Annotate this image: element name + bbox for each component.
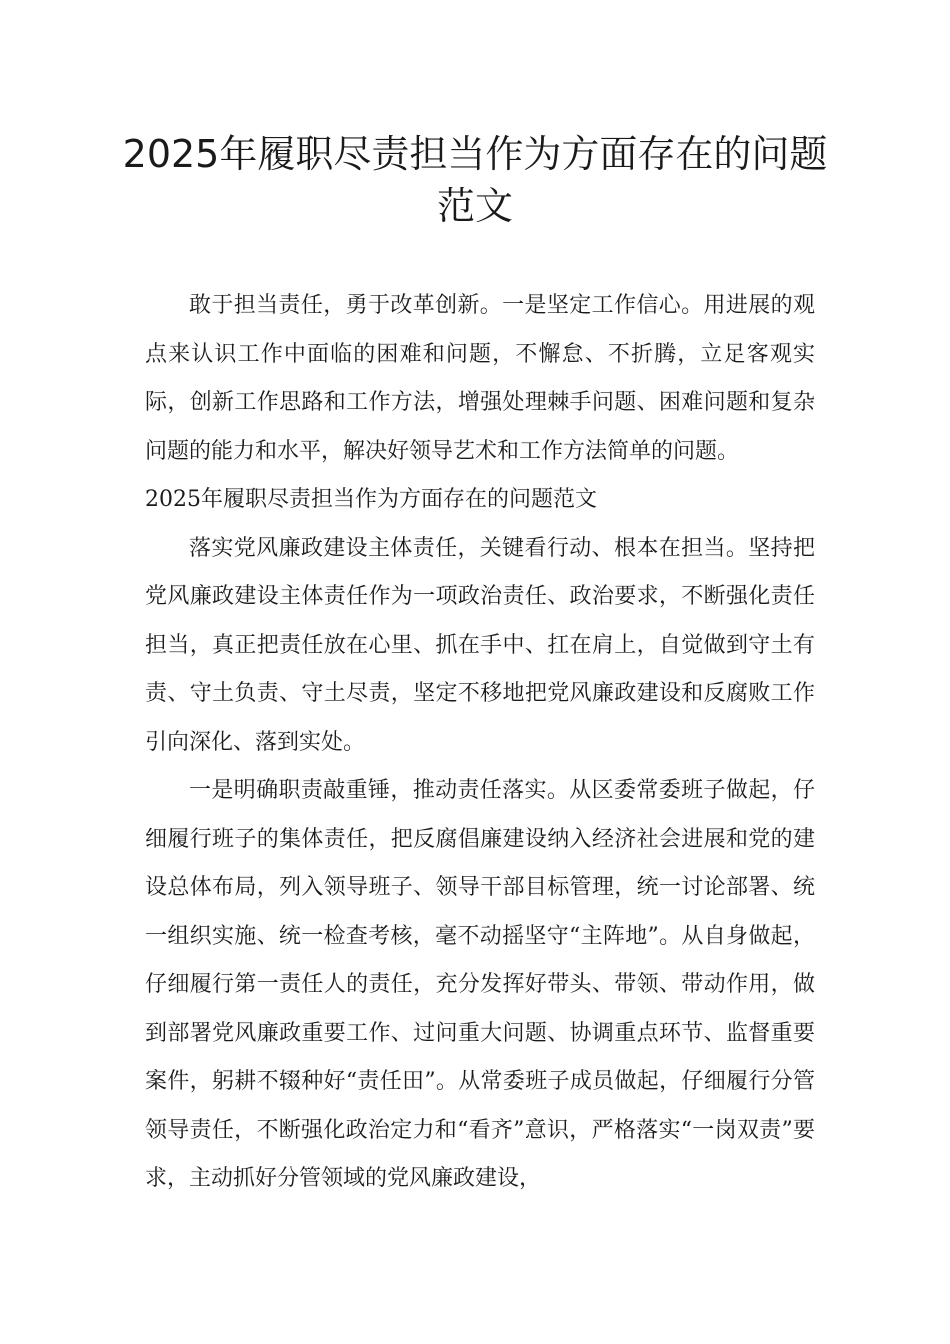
paragraph-3: 落实党风廉政建设主体责任，关键看行动、根本在担当。坚持把党风廉政建设主体责任作为一项政治责任、政治要求，不断强化责任担当，真正把责任放在心里、抓在手中、扛在肩上，自觉做到守土有责、守土负责、守土尽责，坚定不移地把党风廉政建设和反腐败工作引向深化、落到实处。: [145, 535, 815, 755]
paragraph-1: 敢于担当责任，勇于改革创新。一是坚定工作信心。用进展的观点来认识工作中面临的困难和问题，不懈怠、不折腾，立足客观实际，创新工作思路和工作方法，增强处理棘手问题、困难问题和复杂问题的能力和水平，解决好领导艺术和工作方法简单的问题。: [145, 293, 815, 464]
paragraph-4: 一是明确职责敲重锤，推动责任落实。从区委常委班子做起，仔细履行班子的集体责任，把反腐倡廉建设纳入经济社会进展和党的建设总体布局，列入领导班子、领导干部目标管理，统一讨论部署、统一组织实施、统一检查考核，毫不动摇坚守“主阵地”。从自身做起，仔细履行第一责任人的责任，充分发挥好带头、带领、带动作用，做到部署党风廉政重要工作、过问重大问题、协调重点环节、监督重要案件，躬耕不辍种好“责任田”。从常委班子成员做起，仔细履行分管领导责任，不断强化政治定力和“看齐”意识，严格落实“一岗双责”要求，主动抓好分管领域的党风廉政建设，: [145, 778, 815, 1191]
document-body: [145, 282, 815, 1204]
document-title: 2025年履职尽责担当作为方面存在的问题范文: [122, 132, 828, 228]
paragraph-2: 2025年履职尽责担当作为方面存在的问题范文: [145, 487, 597, 512]
